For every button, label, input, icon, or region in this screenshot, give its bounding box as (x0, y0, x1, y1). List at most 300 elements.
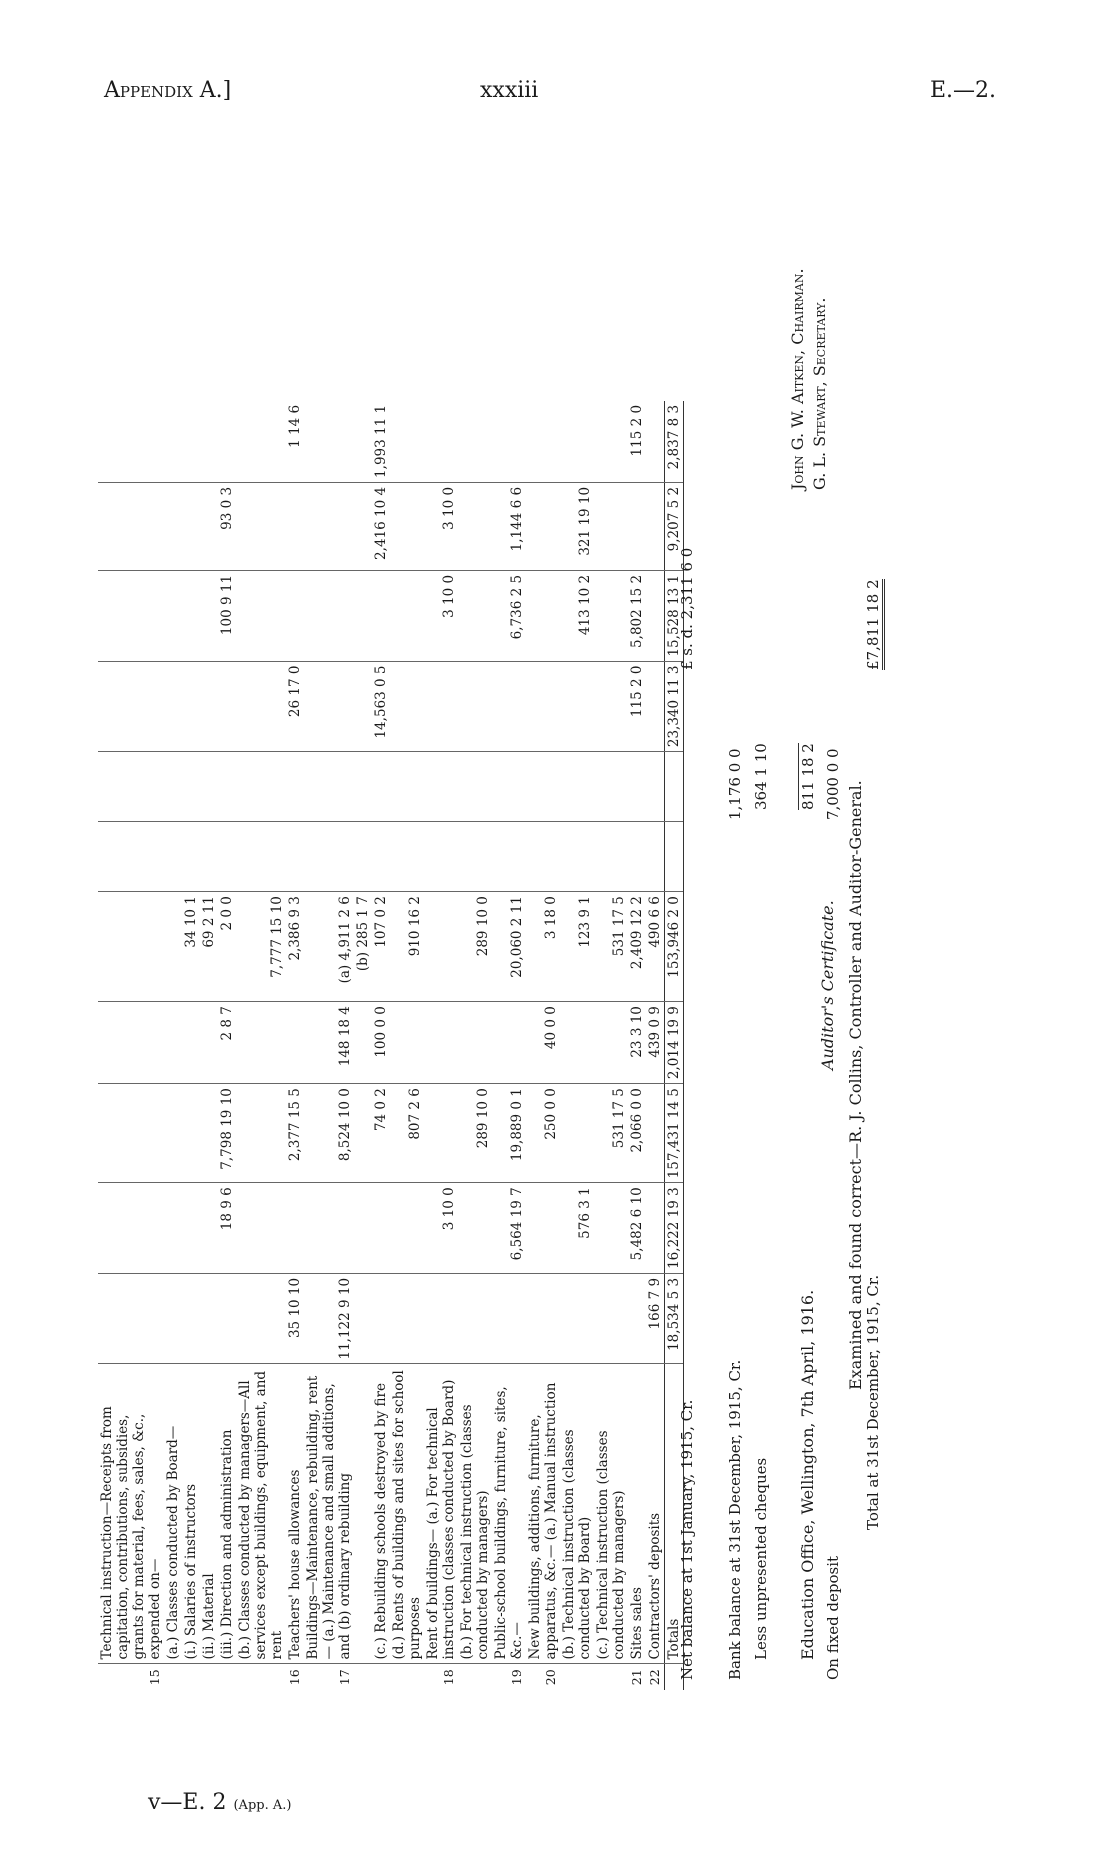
subtotal-value: 811 18 2 (799, 743, 817, 810)
amount-cell (286, 1183, 304, 1274)
amount-cell: 19,889 0 1 (492, 1084, 526, 1183)
amount-cell: 34 10 1 (182, 892, 200, 1002)
amount-cell: 148 18 4 (304, 1002, 354, 1084)
amount-cell (424, 1002, 458, 1084)
total-cell: 15,528 13 1 (665, 570, 684, 661)
total-cell: 2,014 19 9 (665, 1002, 684, 1084)
row-number (458, 1664, 492, 1690)
place-date: Education Office, Wellington, 7th April, 1916. (798, 1289, 817, 1660)
amount-cell: 7,777 15 10 (236, 892, 286, 1002)
amount-cell (372, 1273, 390, 1364)
amount-cell (200, 1084, 218, 1183)
amount-cell (458, 482, 492, 570)
row-number (372, 1664, 390, 1690)
amount-cell (594, 752, 628, 822)
amount-cell (560, 1084, 594, 1183)
amount-cell (526, 570, 560, 661)
row-number (236, 1664, 286, 1690)
total-cell: 9,207 5 2 (665, 482, 684, 570)
amount-cell (646, 752, 665, 822)
amount-cell (164, 892, 182, 1002)
amount-cell: 6,564 19 7 (492, 1183, 526, 1274)
amount-cell (526, 822, 560, 892)
amount-cell: 289 10 0 (458, 1084, 492, 1183)
table-row (182, 401, 200, 1690)
amount-cell (236, 1183, 286, 1274)
row-number: 15 (147, 1669, 162, 1686)
amount-cell (628, 822, 646, 892)
amount-cell (526, 1183, 560, 1274)
amount-cell (646, 482, 665, 570)
row-number (164, 1664, 182, 1690)
amount-cell (646, 661, 665, 752)
amount-cell: 1,144 6 6 (492, 482, 526, 570)
amount-cell (200, 482, 218, 570)
row-description: Sites sales (628, 1364, 646, 1664)
amount-cell (164, 661, 182, 752)
amount-cell (164, 1002, 182, 1084)
amount-cell (182, 661, 200, 752)
table-row (372, 401, 390, 1690)
row-description: New buildings, additions, furniture, apparatus, &c.— (a.) Manual instruction (526, 1364, 560, 1664)
amount-cell (182, 1084, 200, 1183)
table-row (560, 401, 594, 1690)
amount-cell (236, 1273, 286, 1364)
amount-cell (424, 752, 458, 822)
amount-cell (526, 401, 560, 483)
amount-cell: 2 8 7 (218, 1002, 236, 1084)
footer-sub: (App. A.) (233, 1798, 292, 1813)
total-value: £7,811 18 2 (864, 579, 885, 670)
amount-cell: 7,798 19 10 (218, 1084, 236, 1183)
amount-cell (646, 570, 665, 661)
amount-cell (390, 1273, 424, 1364)
amount-cell (354, 1183, 372, 1274)
table-row (304, 401, 354, 1690)
amount-cell: 5,482 6 10 (628, 1183, 646, 1274)
amount-cell (218, 822, 236, 892)
amount-cell: 2 0 0 (218, 892, 236, 1002)
amount-cell (424, 822, 458, 892)
table-row (492, 401, 526, 1690)
unpresented-value: 364 1 10 (752, 743, 770, 810)
amount-cell: 100 0 0 (372, 1002, 390, 1084)
amount-cell (560, 1002, 594, 1084)
amount-cell (458, 752, 492, 822)
amount-cell (424, 661, 458, 752)
statement-table (98, 401, 684, 1690)
total-cell: 16,222 19 3 (665, 1183, 684, 1274)
amount-cell (200, 752, 218, 822)
row-description: (b.) Technical instruction (classes conducted by Board) (560, 1364, 594, 1664)
amount-cell (354, 661, 372, 752)
amount-cell (200, 570, 218, 661)
amount-cell (164, 482, 182, 570)
unpresented-label: Less unpresented cheques (752, 1457, 770, 1660)
amount-cell: 3 10 0 (424, 482, 458, 570)
table-row (458, 401, 492, 1690)
amount-cell (526, 661, 560, 752)
amount-cell: 18 9 6 (218, 1183, 236, 1274)
amount-cell (304, 570, 354, 661)
amount-cell (354, 482, 372, 570)
rotated-statement (98, 268, 938, 1690)
amount-cell (182, 752, 200, 822)
auditor-text: Examined and found correct—R. J. Collins, Controller and Auditor-General. (846, 780, 865, 1390)
amount-cell: 576 3 1 (560, 1183, 594, 1274)
amount-cell (646, 1084, 665, 1183)
amount-cell: 1 14 6 (286, 401, 304, 483)
amount-cell: 40 0 0 (526, 1002, 560, 1084)
amount-cell (236, 1002, 286, 1084)
amount-cell (164, 1084, 182, 1183)
amount-cell (594, 1273, 628, 1364)
amount-cell (390, 1183, 424, 1274)
secretary-signature: G. L. Stewart, Secretary. (810, 297, 829, 490)
table-row (218, 401, 236, 1690)
amount-cell (390, 822, 424, 892)
amount-cell (98, 401, 164, 483)
row-number (594, 1664, 628, 1690)
amount-cell (98, 822, 164, 892)
amount-cell (492, 1273, 526, 1364)
row-number (182, 1664, 200, 1690)
row-description: Buildings—Maintenance, rebuilding, rent— (a.) Maintenance and small additions, and (b) ordinary rebuilding (304, 1364, 354, 1664)
amount-cell: 115 2 0 (628, 661, 646, 752)
amount-cell (354, 570, 372, 661)
amount-cell (164, 570, 182, 661)
amount-cell (458, 822, 492, 892)
amount-cell (200, 1273, 218, 1364)
unpresented-line (752, 440, 778, 1680)
row-number: 21 (629, 1669, 644, 1686)
amount-cell (594, 822, 628, 892)
net-balance-value: £ s. d. 2,311 6 0 (678, 547, 696, 670)
amount-cell (304, 661, 354, 752)
amount-cell (304, 752, 354, 822)
total-cell: 23,340 11 3 (665, 661, 684, 752)
row-description: (i.) Salaries of instructors (182, 1364, 200, 1664)
amount-cell (200, 1002, 218, 1084)
amount-cell (200, 401, 218, 483)
net-balance-label: Net balance at 1st January, 1915, Cr. (678, 1399, 696, 1680)
amount-cell (164, 822, 182, 892)
amount-cell (286, 570, 304, 661)
amount-cell (390, 1002, 424, 1084)
amount-cell (98, 892, 164, 1002)
amount-cell (628, 1273, 646, 1364)
amount-cell (236, 822, 286, 892)
amount-cell (98, 1002, 164, 1084)
total-label: Total at 31st December, 1915, Cr. (864, 1274, 882, 1530)
amount-cell: 807 2 6 (390, 1084, 424, 1183)
amount-cell (492, 401, 526, 483)
amount-cell (354, 1273, 372, 1364)
amount-cell: 8,524 10 0 (304, 1084, 354, 1183)
amount-cell: 2,066 0 0 (628, 1084, 646, 1183)
table-row (646, 401, 665, 1690)
row-number: 17 (337, 1669, 352, 1686)
amount-cell (164, 401, 182, 483)
table-row (236, 401, 286, 1690)
amount-cell: 6,736 2 5 (492, 570, 526, 661)
amount-cell (236, 661, 286, 752)
footer-signature: v—E. 2 (App. A.) (148, 1790, 292, 1815)
row-number (560, 1664, 594, 1690)
row-description: (d.) Rents of buildings and sites for school purposes (390, 1364, 424, 1664)
amount-cell (182, 570, 200, 661)
table-row (286, 401, 304, 1690)
amount-cell: 2,377 15 5 (286, 1084, 304, 1183)
amount-cell (492, 1002, 526, 1084)
amount-cell (98, 1183, 164, 1274)
row-number (218, 1664, 236, 1690)
amount-cell (390, 752, 424, 822)
amount-cell: 11,122 9 10 (304, 1273, 354, 1364)
row-number (390, 1664, 424, 1690)
bank-balance-label: Bank balance at 31st December, 1915, Cr. (726, 1359, 744, 1680)
amount-cell (492, 822, 526, 892)
document-code: E.—2. (930, 78, 997, 103)
amount-cell (390, 661, 424, 752)
row-description: Technical instruction—Receipts from capitation, contributions, subsidies, grants for material, fees, sales, &c., expended on— (98, 1364, 164, 1664)
amount-cell (560, 661, 594, 752)
total-cell: 18,534 5 3 (665, 1273, 684, 1364)
amount-cell (458, 1273, 492, 1364)
amount-cell (492, 661, 526, 752)
row-description: (c.) Rebuilding schools destroyed by fire (372, 1364, 390, 1664)
amount-cell (98, 1273, 164, 1364)
amount-cell: 123 9 1 (560, 892, 594, 1002)
amount-cell (646, 822, 665, 892)
row-number: 19 (509, 1669, 524, 1686)
amount-cell (182, 482, 200, 570)
amount-cell (182, 1183, 200, 1274)
table-row (164, 401, 182, 1690)
amount-cell (304, 822, 354, 892)
amount-cell (286, 1002, 304, 1084)
amount-cell (182, 822, 200, 892)
amount-cell: 100 9 11 (218, 570, 236, 661)
amount-cell (236, 570, 286, 661)
total-cell: 153,946 2 0 (665, 892, 684, 1002)
row-description: Contractors' deposits (646, 1364, 665, 1664)
totals-label: Totals (665, 1364, 684, 1664)
amount-cell (304, 1183, 354, 1274)
table-row (526, 401, 560, 1690)
amount-cell (304, 482, 354, 570)
row-description: Public-school buildings, furniture, sites, &c.— (492, 1364, 526, 1664)
row-description (354, 1364, 372, 1664)
amount-cell (286, 482, 304, 570)
amount-cell (98, 661, 164, 752)
amount-cell: 2,386 9 3 (286, 892, 304, 1002)
row-description: (a.) Classes conducted by Board— (164, 1364, 182, 1664)
amount-cell (560, 401, 594, 483)
amount-cell (646, 1183, 665, 1274)
total-cell: 157,431 14 5 (665, 1084, 684, 1183)
amount-cell (218, 401, 236, 483)
amount-cell (560, 752, 594, 822)
table-row (354, 401, 372, 1690)
amount-cell (372, 570, 390, 661)
amount-cell: 3 10 0 (424, 1183, 458, 1274)
amount-cell (458, 661, 492, 752)
chairman-signature: John G. W. Aitken, Chairman. (788, 268, 807, 490)
amount-cell: 115 2 0 (628, 401, 646, 483)
fixed-deposit-label: On fixed deposit (824, 1555, 842, 1680)
row-description: (b.) Classes conducted by managers—All services except buildings, equipment, and rent (236, 1364, 286, 1664)
amount-cell (164, 1273, 182, 1364)
amount-cell (218, 661, 236, 752)
amount-cell (182, 401, 200, 483)
amount-cell (164, 752, 182, 822)
amount-cell: 2,416 10 4 (372, 482, 390, 570)
row-description: Rent of buildings— (a.) For technical instruction (classes conducted by Board) (424, 1364, 458, 1664)
amount-cell (458, 401, 492, 483)
amount-cell (372, 822, 390, 892)
table-row (98, 401, 164, 1690)
amount-cell (458, 570, 492, 661)
amount-cell: 74 0 2 (372, 1084, 390, 1183)
amount-cell (526, 752, 560, 822)
running-head-left: Appendix A.] (104, 78, 232, 103)
total-cell: 2,837 8 3 (665, 401, 684, 483)
amount-cell: 69 2 11 (200, 892, 218, 1002)
amount-cell (182, 1273, 200, 1364)
amount-cell: 531 17 5 (594, 892, 628, 1002)
amount-cell: 35 10 10 (286, 1273, 304, 1364)
amount-cell (354, 752, 372, 822)
amount-cell: 14,563 0 5 (372, 661, 390, 752)
amount-cell (594, 661, 628, 752)
amount-cell (236, 401, 286, 483)
table-row (628, 401, 646, 1690)
amount-cell: 107 0 2 (372, 892, 390, 1002)
amount-cell: 2,409 12 2 (628, 892, 646, 1002)
amount-cell (526, 1273, 560, 1364)
amount-cell (594, 1002, 628, 1084)
row-number (200, 1664, 218, 1690)
amount-cell: 20,060 2 11 (492, 892, 526, 1002)
amount-cell (98, 570, 164, 661)
amount-cell (182, 1002, 200, 1084)
amount-cell: 910 16 2 (390, 892, 424, 1002)
total-line (864, 440, 890, 1680)
amount-cell (304, 401, 354, 483)
amount-cell (458, 1183, 492, 1274)
row-description: (c.) Technical instruction (classes conducted by managers) (594, 1364, 628, 1664)
amount-cell: 3 10 0 (424, 570, 458, 661)
bank-balance-value: 1,176 0 0 (726, 748, 744, 820)
row-number: 22 (647, 1669, 662, 1686)
table-row (390, 401, 424, 1690)
auditor-heading: Auditor's Certificate. (818, 900, 837, 1070)
amount-cell (424, 892, 458, 1002)
amount-cell (218, 1273, 236, 1364)
amount-cell (646, 401, 665, 483)
table-row (200, 401, 218, 1690)
amount-cell (354, 1002, 372, 1084)
amount-cell (390, 570, 424, 661)
table-row (424, 401, 458, 1690)
row-description: (iii.) Direction and administration (218, 1364, 236, 1664)
amount-cell (218, 752, 236, 822)
amount-cell (354, 1084, 372, 1183)
amount-cell (560, 1273, 594, 1364)
amount-cell: (a) 4,911 2 6 (304, 892, 354, 1002)
row-description: (b.) For technical instruction (classes conducted by managers) (458, 1364, 492, 1664)
amount-cell (372, 1183, 390, 1274)
amount-cell (286, 822, 304, 892)
amount-cell: 1,993 11 1 (372, 401, 390, 483)
amount-cell: 5,802 15 2 (628, 570, 646, 661)
amount-cell (286, 752, 304, 822)
amount-cell (594, 482, 628, 570)
amount-cell: 531 17 5 (594, 1084, 628, 1183)
amount-cell (560, 822, 594, 892)
amount-cell (594, 401, 628, 483)
amount-cell: 490 6 6 (646, 892, 665, 1002)
amount-cell (492, 752, 526, 822)
amount-cell: 413 10 2 (560, 570, 594, 661)
amount-cell (424, 1084, 458, 1183)
amount-cell (594, 570, 628, 661)
amount-cell: 439 0 9 (646, 1002, 665, 1084)
amount-cell (372, 752, 390, 822)
fixed-deposit-value: 7,000 0 0 (824, 748, 842, 820)
amount-cell (354, 401, 372, 483)
row-number: 20 (543, 1669, 558, 1686)
amount-cell (98, 1084, 164, 1183)
amount-cell (200, 661, 218, 752)
row-number: 16 (287, 1669, 302, 1686)
amount-cell: 26 17 0 (286, 661, 304, 752)
amount-cell: 321 19 10 (560, 482, 594, 570)
amount-cell (236, 482, 286, 570)
amount-cell: 166 7 9 (646, 1273, 665, 1364)
amount-cell (98, 752, 164, 822)
row-number: 18 (441, 1669, 456, 1686)
amount-cell (354, 822, 372, 892)
amount-cell (390, 401, 424, 483)
amount-cell: 3 18 0 (526, 892, 560, 1002)
net-balance-line (678, 440, 704, 1680)
table-row (594, 401, 628, 1690)
amount-cell (164, 1183, 182, 1274)
amount-cell (390, 482, 424, 570)
amount-cell (628, 752, 646, 822)
amount-cell: 93 0 3 (218, 482, 236, 570)
amount-cell (200, 822, 218, 892)
amount-cell: 23 3 10 (628, 1002, 646, 1084)
amount-cell (424, 401, 458, 483)
bank-balance-line (726, 440, 752, 1680)
row-number (354, 1664, 372, 1690)
amount-cell: 289 10 0 (458, 892, 492, 1002)
amount-cell: (b) 285 1 7 (354, 892, 372, 1002)
amount-cell (98, 482, 164, 570)
amount-cell (424, 1273, 458, 1364)
row-description: Teachers' house allowances (286, 1364, 304, 1664)
amount-cell (458, 1002, 492, 1084)
amount-cell (200, 1183, 218, 1274)
amount-cell (526, 482, 560, 570)
amount-cell: 250 0 0 (526, 1084, 560, 1183)
page-number: xxxiii (480, 78, 539, 103)
amount-cell (236, 752, 286, 822)
amount-cell (628, 482, 646, 570)
